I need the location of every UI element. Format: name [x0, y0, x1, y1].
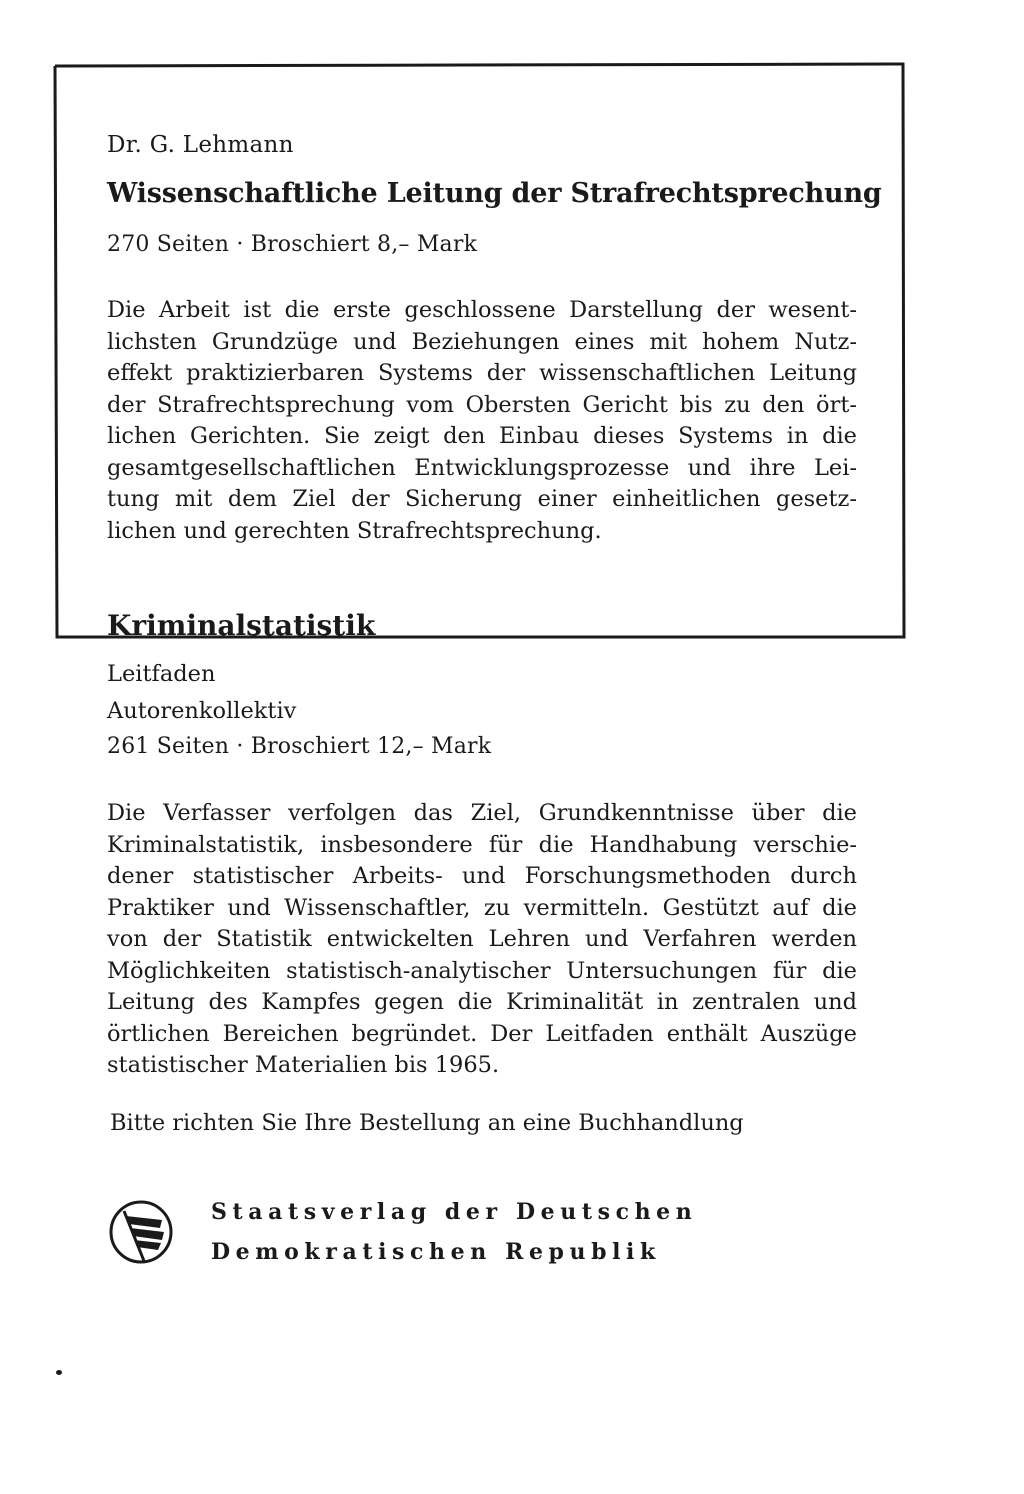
description-line: örtlichen Bereichen begründet. Der Leitfaden enthält Auszüge [107, 1020, 857, 1047]
description-line: effekt praktizierbaren Systems der wissenschaftlichen Leitung [107, 360, 857, 386]
book2-description [107, 798, 857, 1082]
description-line: lichen und gerechten Strafrechtsprechung. [107, 517, 602, 544]
description-line: der Strafrechtsprechung vom Obersten Gericht bis zu den ört- [107, 391, 857, 418]
print-speck [56, 1370, 62, 1375]
description-line: lichsten Grundzüge und Beziehungen eines mit hohem Nutz- [107, 328, 857, 355]
publisher-flag-logo-icon [108, 1199, 174, 1265]
publisher-name-line1: Staatsverlag der Deutschen [211, 1199, 698, 1225]
description-line: Kriminalstatistik, insbesondere für die Handhabung verschie- [107, 831, 857, 858]
book1-author: Dr. G. Lehmann [107, 132, 294, 158]
book1-description [107, 295, 857, 547]
description-line: dener statistischer Arbeits- und Forschungsmethoden durch [107, 863, 857, 889]
description-line: von der Statistik entwickelten Lehren und Verfahren werden [107, 926, 857, 952]
book2-author: Autorenkollektiv [107, 698, 297, 724]
book2-title: Kriminalstatistik [107, 609, 376, 642]
description-line: gesamtgesellschaftlichen Entwicklungsprozesse und ihre Lei- [107, 454, 857, 481]
publisher-name-line2: Demokratischen Republik [211, 1239, 661, 1265]
order-note: Bitte richten Sie Ihre Bestellung an eine Buchhandlung [110, 1110, 744, 1136]
book2-details: 261 Seiten · Broschiert 12,– Mark [107, 734, 492, 759]
book1-details: 270 Seiten · Broschiert 8,– Mark [107, 232, 478, 257]
description-line: tung mit dem Ziel der Sicherung einer einheitlichen gesetz- [107, 486, 857, 512]
description-line: Die Verfasser verfolgen das Ziel, Grundkenntnisse über die [107, 800, 857, 826]
book1-title: Wissenschaftliche Leitung der Strafrechtsprechung [107, 178, 882, 209]
description-line: Praktiker und Wissenschaftler, zu vermitteln. Gestützt auf die [107, 894, 857, 921]
description-line: lichen Gerichten. Sie zeigt den Einbau dieses Systems in die [107, 423, 857, 449]
description-line: Möglichkeiten statistisch-analytischer Untersuchungen für die [107, 957, 857, 984]
description-line: Die Arbeit ist die erste geschlossene Darstellung der wesent- [107, 297, 857, 323]
description-line: statistischer Materialien bis 1965. [107, 1052, 500, 1078]
book2-subtitle: Leitfaden [107, 661, 216, 687]
description-line: Leitung des Kampfes gegen die Kriminalität in zentralen und [107, 989, 857, 1015]
